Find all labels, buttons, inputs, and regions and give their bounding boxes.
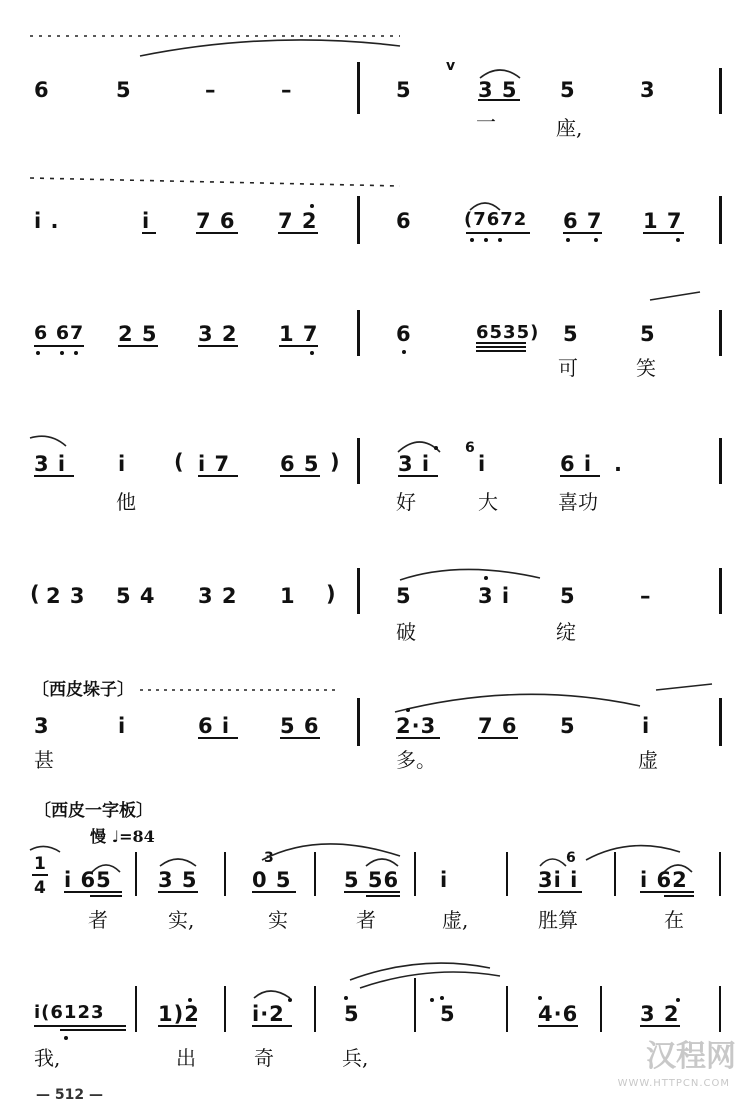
- lyric: 喜功: [558, 490, 598, 514]
- note: i·2: [252, 1002, 285, 1026]
- note: 3 i: [34, 452, 67, 476]
- lyric: 破: [396, 620, 416, 644]
- note: 5: [560, 714, 576, 738]
- note: 3 i: [398, 452, 431, 476]
- note: 5: [116, 78, 132, 102]
- note: –: [205, 78, 217, 102]
- note: 4·6: [538, 1002, 579, 1026]
- lyric: 者: [88, 908, 108, 932]
- note: 5: [563, 322, 579, 346]
- note: 6 i: [198, 714, 231, 738]
- note: (: [174, 450, 185, 474]
- note: (: [30, 582, 41, 606]
- lyric: 者: [356, 908, 376, 932]
- lyric: 甚: [34, 748, 54, 772]
- note: 6 67: [34, 322, 85, 344]
- note: 3 5: [158, 868, 198, 892]
- note: 7 6: [196, 209, 236, 233]
- watermark-url: WWW.HTTPCN.COM: [617, 1078, 730, 1089]
- note: 3 2: [198, 584, 238, 608]
- lyric: 实: [268, 908, 288, 932]
- note: 5: [344, 1002, 360, 1026]
- section-label: 〔西皮垛子〕: [32, 680, 134, 700]
- lyric: 虚: [638, 748, 658, 772]
- note: 5: [640, 322, 656, 346]
- note: 5: [396, 584, 412, 608]
- note: 7 6: [478, 714, 518, 738]
- note: i: [118, 452, 127, 476]
- note: 5: [396, 78, 412, 102]
- note: i .: [34, 209, 60, 233]
- lyric: 一: [476, 110, 496, 134]
- lyric: 兵,: [342, 1046, 369, 1070]
- note: 5 4: [116, 584, 156, 608]
- lyric: 多。: [396, 748, 436, 772]
- note: 5: [560, 78, 576, 102]
- grace-note: 6: [566, 850, 576, 866]
- note: 2 3: [46, 584, 86, 608]
- lyric: 虚,: [442, 908, 469, 932]
- lyric: 在: [664, 908, 684, 932]
- lyric: 座,: [556, 116, 583, 140]
- note: 1 7: [643, 209, 683, 233]
- lyric: 实,: [168, 908, 195, 932]
- note: 3: [34, 714, 50, 738]
- note: 1 7: [279, 322, 319, 346]
- note: i: [478, 452, 487, 476]
- note: 3 5: [478, 78, 518, 102]
- note: 2·3: [396, 714, 437, 738]
- note: 1)2: [158, 1002, 200, 1026]
- note: 0 5: [252, 868, 292, 892]
- watermark: 汉程网: [646, 1039, 736, 1074]
- note: ): [326, 582, 337, 606]
- note: i 7: [198, 452, 231, 476]
- note: 3 2: [198, 322, 238, 346]
- note: .: [614, 452, 623, 476]
- lyric: 好: [396, 490, 416, 514]
- note: 6: [396, 322, 412, 346]
- note: 6535): [476, 322, 540, 343]
- note: 5: [440, 1002, 456, 1026]
- lyric: 奇: [254, 1046, 274, 1070]
- note: 3: [640, 78, 656, 102]
- note: –: [281, 78, 293, 102]
- note: 5: [560, 584, 576, 608]
- note: 6 5: [280, 452, 320, 476]
- note: 2 5: [118, 322, 158, 346]
- note: (7672: [464, 209, 528, 230]
- lyric: 可: [558, 356, 578, 380]
- time-signature-bottom: 4: [34, 878, 47, 898]
- note: i 65: [64, 868, 112, 892]
- time-signature-top: 1: [34, 854, 47, 874]
- note: i: [642, 714, 651, 738]
- note: 5 56: [344, 868, 400, 892]
- note: i: [118, 714, 127, 738]
- lyric: 他: [116, 490, 136, 514]
- lyric: 大: [478, 490, 498, 514]
- note: 6: [34, 78, 50, 102]
- lyric: 笑: [636, 356, 656, 380]
- tempo-marking: 慢 ♩=84: [90, 827, 155, 846]
- note: –: [640, 584, 652, 608]
- note: i(6123: [34, 1002, 105, 1023]
- note: 3 i: [478, 584, 511, 608]
- lyric: 我,: [34, 1046, 61, 1070]
- note: 7 2: [278, 209, 318, 233]
- note: i: [142, 209, 151, 233]
- note: 3 2: [640, 1002, 680, 1026]
- note: ): [330, 450, 341, 474]
- breath-mark: v: [446, 58, 456, 74]
- lyric: 绽: [556, 620, 576, 644]
- note: 6 i: [560, 452, 593, 476]
- grace-note: 3: [264, 850, 274, 866]
- note: 1: [280, 584, 296, 608]
- note: i 62: [640, 868, 688, 892]
- lyric: 出: [176, 1046, 196, 1070]
- page-number: — 512 —: [36, 1087, 103, 1103]
- grace-note: 6: [465, 440, 475, 456]
- lyric: 胜算: [538, 908, 578, 932]
- note: 6: [396, 209, 412, 233]
- note: 6 7: [563, 209, 603, 233]
- note: i: [440, 868, 449, 892]
- note: 3i i: [538, 868, 579, 892]
- note: 5 6: [280, 714, 320, 738]
- section-label: 〔西皮一字板〕: [34, 801, 153, 821]
